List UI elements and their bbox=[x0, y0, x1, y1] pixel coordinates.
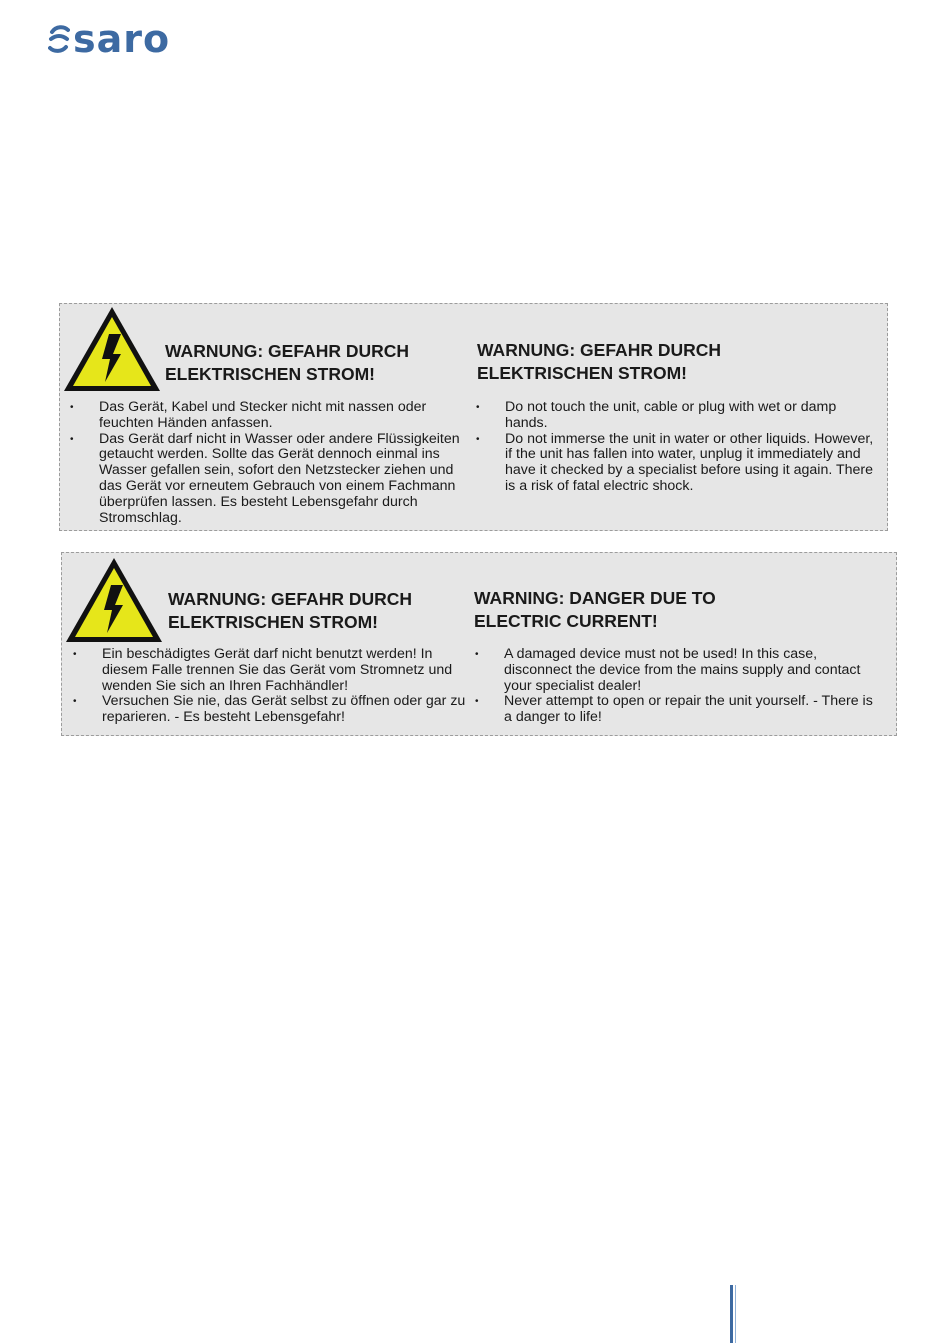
heading-line: ELEKTRISCHEN STROM! bbox=[165, 364, 375, 384]
warning-list-en bbox=[467, 400, 877, 495]
heading-line: ELEKTRISCHEN STROM! bbox=[477, 363, 687, 383]
list-item: • Versuchen Sie nie, das Gerät selbst zu öffnen oder gar zu reparieren. - Es besteht Lebensgefahr! bbox=[64, 694, 468, 726]
heading-line: WARNING: DANGER DUE TO bbox=[474, 588, 716, 608]
warning-heading-en bbox=[474, 587, 716, 633]
warning-heading-right bbox=[477, 339, 721, 385]
warning-list-de bbox=[64, 647, 468, 726]
warning-box-electric-water bbox=[59, 303, 888, 531]
list-item: • Das Gerät, Kabel und Stecker nicht mit nassen oder feuchten Händen anfassen. bbox=[61, 400, 463, 432]
warning-heading-de bbox=[168, 588, 412, 634]
list-item: • Das Gerät darf nicht in Wasser oder andere Flüssigkeiten getaucht werden. Sollte das Gerät dennoch einmal ins Wasser gefallen sein, sofort den Netzstecker ziehen und das Gerät vor erneutem Gebrauch von einem Fachmann überprüfen lassen. Es besteht Lebensgefahr durch Stromschlag. bbox=[61, 432, 463, 527]
warning-list-de bbox=[61, 400, 463, 526]
heading-line: ELEKTRISCHEN STROM! bbox=[168, 612, 378, 632]
heading-line: WARNUNG: GEFAHR DURCH bbox=[477, 340, 722, 360]
warning-box-damaged-device bbox=[61, 552, 897, 736]
heading-line: WARNUNG: GEFAHR DURCH bbox=[168, 589, 413, 609]
electric-hazard-icon bbox=[63, 555, 165, 645]
heading-line: ELECTRIC CURRENT! bbox=[474, 611, 658, 631]
list-item: • Ein beschädigtes Gerät darf nicht benutzt werden! In diesem Falle trennen Sie das Gerät vom Stromnetz und wenden Sie sich an Ihren Fachhändler! bbox=[64, 647, 468, 694]
list-item: • Do not touch the unit, cable or plug with wet or damp hands. bbox=[467, 400, 877, 432]
list-item: • A damaged device must not be used! In this case, disconnect the device from the mains supply and contact your specialist dealer! bbox=[466, 647, 876, 694]
heading-line: WARNUNG: GEFAHR DURCH bbox=[165, 341, 410, 361]
saro-logo-mark-icon bbox=[48, 23, 70, 55]
warning-list-en bbox=[466, 647, 876, 726]
logo-wordmark: saro bbox=[73, 17, 171, 61]
brand-logo bbox=[48, 17, 171, 61]
list-item: • Do not immerse the unit in water or other liquids. However, if the unit has fallen into water, unplug it immediately and have it checked by a specialist before using it again. There is a risk of fatal electric shock. bbox=[467, 432, 877, 495]
footer-divider bbox=[730, 1285, 733, 1343]
list-item: • Never attempt to open or repair the unit yourself. - There is a danger to life! bbox=[466, 694, 876, 726]
warning-heading-de bbox=[165, 340, 409, 386]
electric-hazard-icon bbox=[61, 304, 163, 394]
